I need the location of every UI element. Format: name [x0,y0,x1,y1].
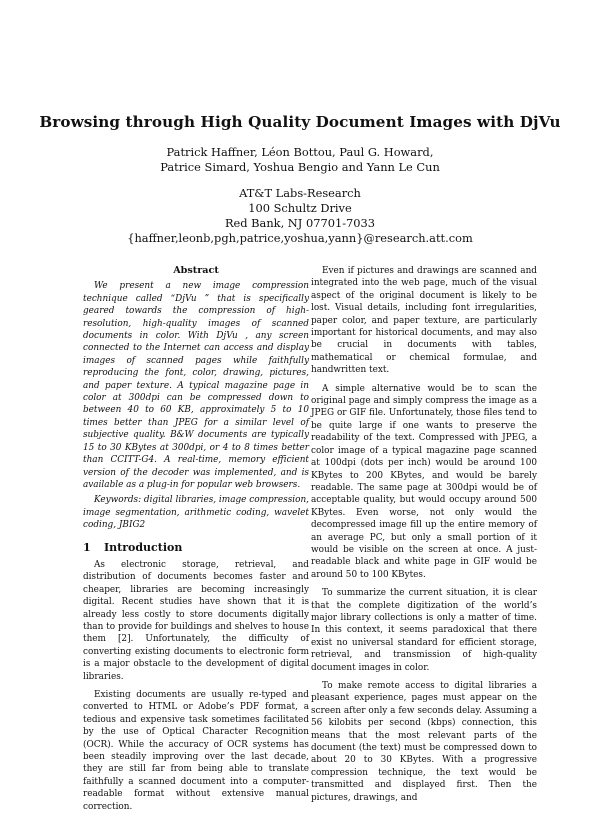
body-paragraph: Existing documents are usually re-typed and converted to HTML or Adobe’s PDF format, a tedious and expensive task sometimes facilitated by the use of Optical Character Recognition (OCR). While the accuracy of OCR systems has been steadily improving over the last decade, they are still far from being able to translate faithfully a scanned document into a computer-readable format without extensive manual correction. [83,690,309,812]
body-paragraph: A simple alternative would be to scan the original page and simply compress the image as a JPEG or GIF file. Unfortunately, those files tend to be quite large if one wants to preserve the readability of the text. Compressed with JPEG, a color image of a typical magazine page scanned at 100dpi (dots per inch) would be around 100 KBytes to 200 KBytes, and would be barely readable. The same page at 300dpi would be of acceptable quality, but would occupy around 500 KBytes. Even worse, not only would the decompressed image fill up the entire memory of an average PC, but only a small portion of it would be visible on the screen at once. A just-readable black and white page in GIF would be around 50 to 100 KBytes. [311,383,537,580]
body-paragraph: Even if pictures and drawings are scanned and integrated into the web page, much of the visual aspect of the original document is likely to be lost. Visual details, including font irregularities, paper color, and paper texture, are particularly important for historical documents, and may also be crucial in documents with tables, mathematical or chemical formulae, and handwritten text. [311,266,537,376]
affiliation-block [0,186,600,246]
abstract-text: We present a new image compression technique called “DjVu ” that is specifically geared towards the compression of high-resolution, high-quality images of scanned documents in color. With DjVu , any screen connected to the Internet can access and display images of scanned pages while faithfully reproducing the font, color, drawing, pictures, and paper texture. A typical magazine page in color at 300dpi can be compressed down to between 40 to 60 KB, approximately 5 to 10 times better than JPEG for a similar level of subjective quality. B&W documents are typically 15 to 30 KBytes at 300dpi, or 4 to 8 times better than CCITT-G4. A real-time, memory efficient version of the decoder was implemented, and is available as a plug-in for popular web browsers. [83,281,309,490]
keywords: Keywords: digital libraries, image compression, image segmentation, arithmetic coding, wavelet coding, JBIG2 [83,495,309,531]
section-title: Introduction [104,540,183,554]
body-paragraph: To make remote access to digital libraries a pleasant experience, pages must appear on the screen after only a few seconds delay. Assuming a 56 kilobits per second (kbps) connection, this means that the most relevant parts of the document (the text) must be compressed down to about 20 to 30 KBytes. With a progressive compression technique, the text would be transmitted and displayed first. Then the pictures, drawings, and [311,681,537,803]
body-paragraph: As electronic storage, retrieval, and distribution of documents becomes faster and cheaper, libraries are becoming increasingly digital. Recent studies have shown that it is already less costly to store documents digitally than to provide for buildings and shelves to house them [2]. Unfortunately, the difficulty of converting existing documents to electronic form is a major obstacle to the development of digital libraries. [83,559,309,682]
author-list [0,145,600,175]
affiliation-city: Red Bank, NJ 07701-7033 [224,216,376,230]
affiliation-org: AT&T Labs-Research [239,186,361,200]
body-paragraph: To summarize the current situation, it is clear that the complete digitization of the world’s major library collections is only a matter of time. In this context, it seems paradoxical that there exist no universal standard for efficient storage, retrieval, and transmission of high-quality document images in color. [311,588,537,673]
affiliation-emails: {haffner,leonb,pgh,patrice,yoshua,yann}@research.att.com [127,231,473,245]
right-column [311,265,537,810]
author-line: Patrick Haffner, Léon Bottou, Paul G. Howard, [166,145,434,159]
section-number: 1 [83,540,91,554]
section-heading [83,542,309,554]
left-column [83,265,309,819]
author-line: Patrice Simard, Yoshua Bengio and Yann Le Cun [160,160,440,174]
paper-title: Browsing through High Quality Document Images with DjVu [39,113,561,131]
affiliation-street: 100 Schultz Drive [248,201,352,215]
abstract-heading: Abstract [173,265,219,276]
